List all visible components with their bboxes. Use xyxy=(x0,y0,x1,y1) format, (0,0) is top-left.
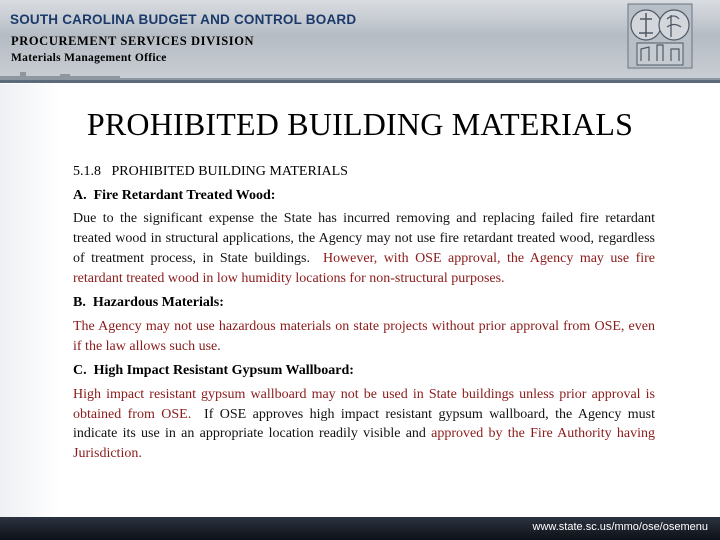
left-shading xyxy=(0,84,60,517)
subsection-a-text: Due to the significant expense the State has incurred removing and replacing failed fire retardant treated wood in structural applications, the Agency may not use fire retardant treated wood, regardless of treatment process, in State buildings. xyxy=(73,211,655,266)
subsection-b-body: The Agency may not use hazardous materials on state projects without prior approval from OSE, even if the law allows such use. xyxy=(73,318,655,354)
org-name: SOUTH CAROLINA BUDGET AND CONTROL BOARD xyxy=(10,12,357,27)
subsection-a-body xyxy=(73,209,655,288)
state-seal-icon xyxy=(627,3,693,69)
header-divider xyxy=(0,80,720,83)
office-name: Materials Management Office xyxy=(11,52,167,64)
subsection-c-text-highlight-2: approved by the Fire Authority having Jurisdiction. xyxy=(73,426,655,462)
division-name: PROCUREMENT SERVICES DIVISION xyxy=(11,34,255,48)
header-banner xyxy=(0,0,720,80)
subsection-c-text: If OSE approves high impact resistant gypsum wallboard, the Agency must indicate its use in an appropriate location readily visible and xyxy=(73,406,656,442)
footer-url[interactable]: www.state.sc.us/mmo/ose/osemenu xyxy=(532,521,708,533)
slide-content xyxy=(73,162,655,464)
subsection-b-heading: B. Hazardous Materials: xyxy=(73,295,224,311)
subsection-a-text-highlight: However, with OSE approval, the Agency may use fire retardant treated wood in low humidity locations for non-structural purposes. xyxy=(73,250,655,286)
footer-bar xyxy=(0,517,720,540)
subsection-c-heading: C. High Impact Resistant Gypsum Wallboard: xyxy=(73,363,354,379)
subsection-c-text-highlight-1: High impact resistant gypsum wallboard may not be used in State buildings unless prior approval is obtained from OSE. xyxy=(73,387,655,422)
subsection-c-body xyxy=(73,385,655,464)
section-heading: 5.1.8 PROHIBITED BUILDING MATERIALS xyxy=(73,164,348,179)
subsection-a-heading: A. Fire Retardant Treated Wood: xyxy=(73,187,276,203)
slide-title: PROHIBITED BUILDING MATERIALS xyxy=(86,106,634,142)
